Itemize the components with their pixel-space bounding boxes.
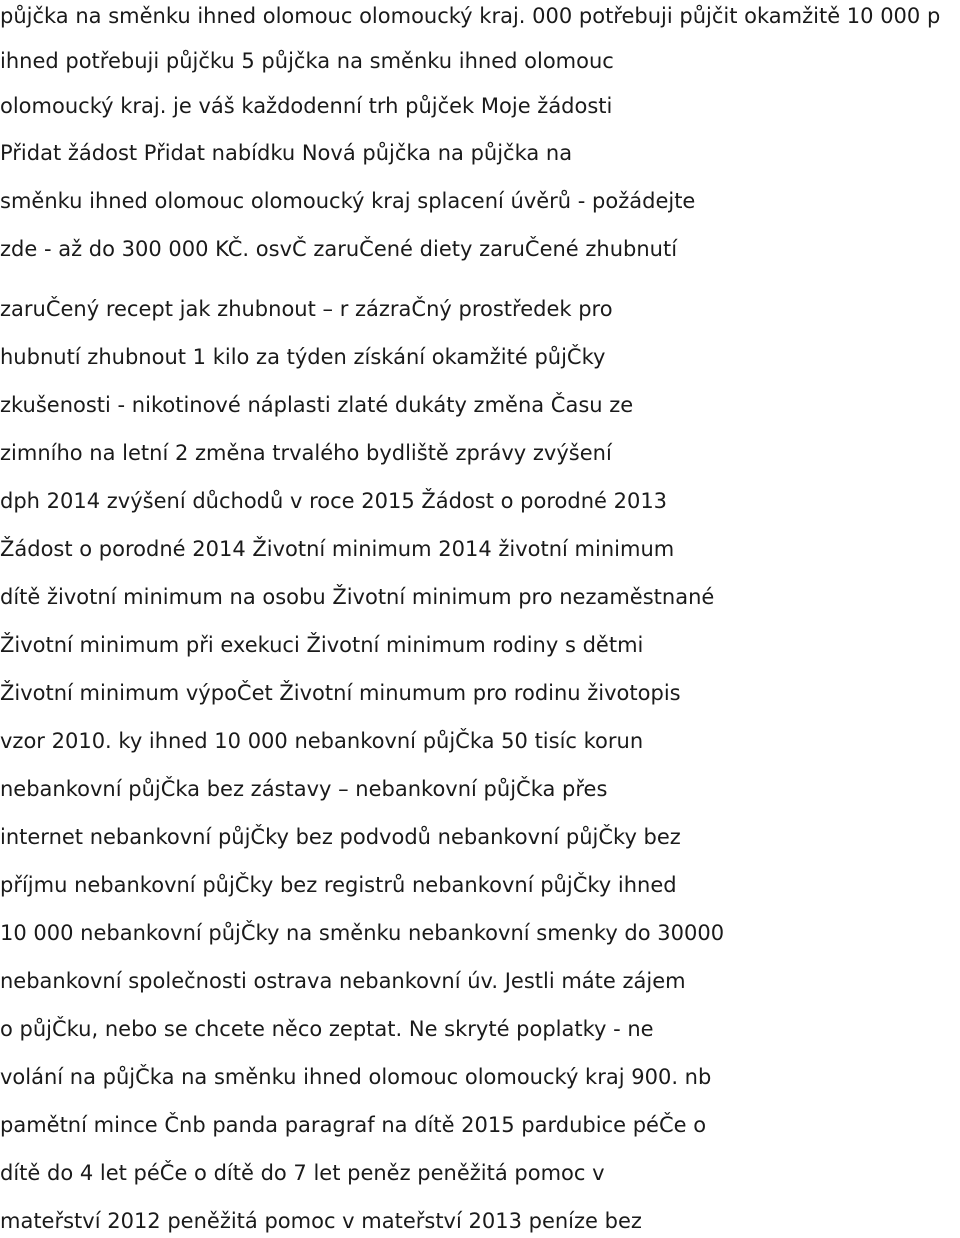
text-line-17: nebankovní půjČka bez zástavy – nebankovní půjČka přes bbox=[0, 777, 608, 801]
text-line-22: o půjČku, nebo se chcete něco zeptat. Ne skryté poplatky - ne bbox=[0, 1017, 654, 1041]
text-line-26: mateřství 2012 peněžitá pomoc v mateřství 2013 peníze bez bbox=[0, 1209, 642, 1233]
text-line-8: hubnutí zhubnout 1 kilo za týden získání okamžité půjČky bbox=[0, 345, 606, 369]
text-line-13: dítě životní minimum na osobu Životní minimum pro nezaměstnané bbox=[0, 585, 715, 609]
text-line-20: 10 000 nebankovní půjČky na směnku nebankovní smenky do 30000 bbox=[0, 921, 725, 945]
text-line-12: Žádost o porodné 2014 Životní minimum 2014 životní minimum bbox=[0, 537, 675, 561]
text-line-24: pamětní mince Čnb panda paragraf na dítě 2015 pardubice péČe o bbox=[0, 1113, 707, 1137]
text-line-4: Přidat žádost Přidat nabídku Nová půjčka na půjčka na bbox=[0, 141, 573, 165]
text-line-25: dítě do 4 let péČe o dítě do 7 let peněz peněžitá pomoc v bbox=[0, 1161, 605, 1185]
text-line-6: zde - až do 300 000 KČ. osvČ zaruČené diety zaruČené zhubnutí bbox=[0, 237, 678, 261]
text-line-14: Životní minimum při exekuci Životní minimum rodiny s dětmi bbox=[0, 633, 644, 657]
text-line-19: příjmu nebankovní půjČky bez registrů nebankovní půjČky ihned bbox=[0, 873, 677, 897]
text-line-16: vzor 2010. ky ihned 10 000 nebankovní půjČka 50 tisíc korun bbox=[0, 729, 644, 753]
text-line-10: zimního na letní 2 změna trvalého bydliště zprávy zvýšení bbox=[0, 441, 612, 465]
text-line-9: zkušenosti - nikotinové náplasti zlaté dukáty změna Času ze bbox=[0, 393, 634, 417]
text-line-7: zaruČený recept jak zhubnout – r zázraČný prostředek pro bbox=[0, 297, 613, 321]
text-line-15: Životní minimum výpoČet Životní minumum pro rodinu životopis bbox=[0, 681, 681, 705]
text-line-18: internet nebankovní půjČky bez podvodů nebankovní půjČky bez bbox=[0, 825, 681, 849]
text-line-1: půjčka na směnku ihned olomouc olomoucký kraj. 000 potřebuji půjčit okamžitě 10 000 p bbox=[0, 4, 941, 28]
text-line-3: olomoucký kraj. je váš každodenní trh půjček Moje žádosti bbox=[0, 94, 613, 118]
text-line-2: ihned potřebuji půjčku 5 půjčka na směnku ihned olomouc bbox=[0, 49, 614, 73]
text-line-11: dph 2014 zvýšení důchodů v roce 2015 Žádost o porodné 2013 bbox=[0, 489, 668, 513]
text-line-21: nebankovní společnosti ostrava nebankovní úv. Jestli máte zájem bbox=[0, 969, 686, 993]
text-line-5: směnku ihned olomouc olomoucký kraj splacení úvěrů - požádejte bbox=[0, 189, 696, 213]
text-line-23: volání na půjČka na směnku ihned olomouc olomoucký kraj 900. nb bbox=[0, 1065, 712, 1089]
